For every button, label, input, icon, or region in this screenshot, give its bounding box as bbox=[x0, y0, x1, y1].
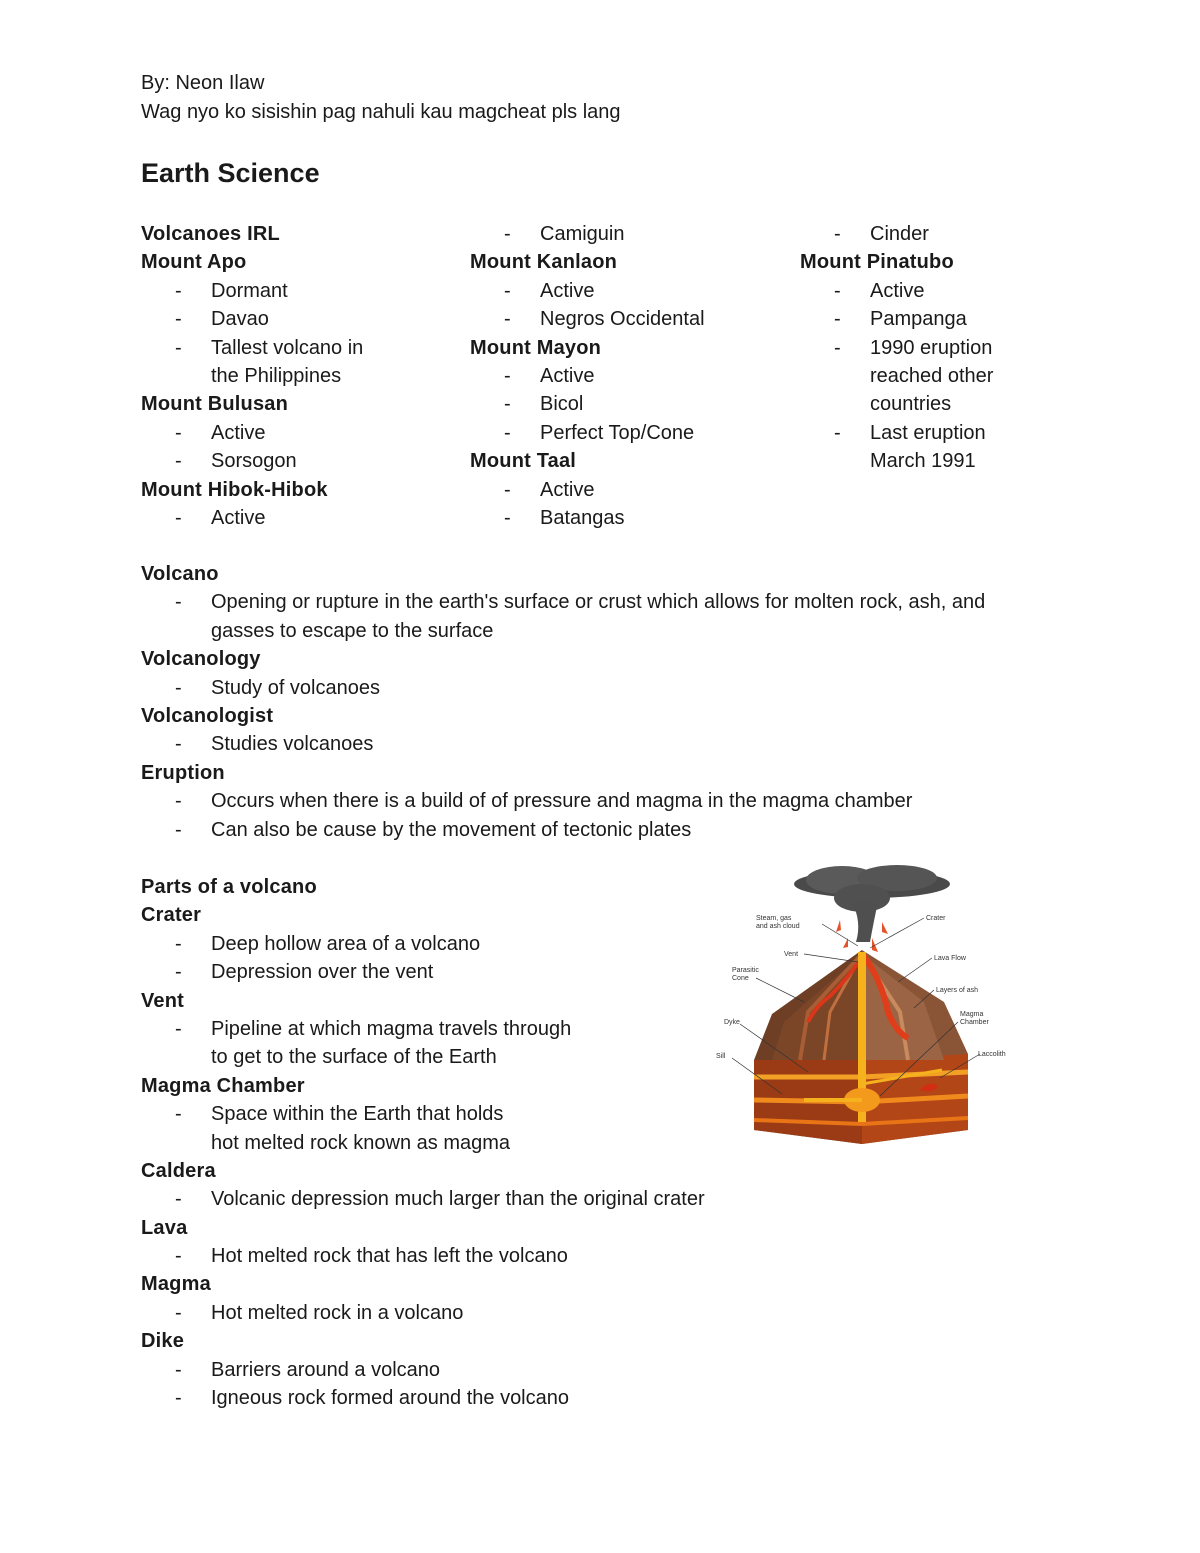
bullet-dash: - bbox=[504, 308, 511, 331]
bullet-text: 1990 eruption bbox=[870, 336, 993, 359]
definitions-section bbox=[141, 560, 1101, 844]
volcano-diagram bbox=[712, 862, 1024, 1152]
bullet-text: Igneous rock formed around the volcano bbox=[211, 1387, 569, 1410]
bullet-dash: - bbox=[834, 223, 841, 245]
bullet-item bbox=[470, 305, 790, 333]
bullet-text: Active bbox=[211, 506, 266, 529]
bullet-text: Sorsogon bbox=[211, 450, 297, 473]
label-layers: Layers of ash bbox=[936, 987, 979, 994]
bullet-item bbox=[141, 1356, 1101, 1384]
bullet-dash: - bbox=[504, 393, 511, 416]
bullet-item bbox=[141, 588, 1101, 616]
bullet-text: Davao bbox=[211, 308, 269, 331]
bullet-dash: - bbox=[175, 591, 182, 614]
bullet-text: Bicol bbox=[540, 393, 584, 416]
bullet-item bbox=[800, 305, 1120, 333]
section-heading: Mount Apo bbox=[141, 251, 247, 274]
bullet-item bbox=[470, 220, 790, 248]
bullet-text: Opening or rupture in the earth's surface or crust which allows for molten rock, ash, and bbox=[211, 591, 986, 614]
section-heading: Mount Kanlaon bbox=[470, 251, 618, 274]
volcano-cross-section bbox=[754, 950, 968, 1144]
section-heading: Vent bbox=[141, 989, 185, 1012]
bullet-dash: - bbox=[504, 478, 511, 501]
bullet-item bbox=[470, 362, 790, 390]
volcano-column-2 bbox=[470, 220, 790, 532]
bullet-item bbox=[141, 816, 1101, 844]
bullet-item bbox=[470, 419, 790, 447]
section-heading: Volcano bbox=[141, 563, 219, 585]
section-heading: Mount Taal bbox=[470, 450, 577, 473]
label-dyke: Dyke bbox=[724, 1019, 740, 1026]
bullet-text: Deep hollow area of a volcano bbox=[211, 932, 481, 955]
bullet-text: Can also be cause by the movement of tectonic plates bbox=[211, 818, 692, 841]
section-heading: Volcanology bbox=[141, 648, 261, 671]
section-heading: Mount Bulusan bbox=[141, 393, 289, 416]
bullet-dash: - bbox=[504, 279, 511, 302]
bullet-text: Occurs when there is a build of of pressure and magma in the magma chamber bbox=[211, 790, 913, 813]
bullet-item bbox=[141, 787, 1101, 815]
bullet-dash: - bbox=[175, 1017, 182, 1040]
bullet-dash: - bbox=[175, 1188, 182, 1211]
bullet-item bbox=[141, 1299, 1101, 1327]
section-heading: Lava bbox=[141, 1216, 188, 1239]
bullet-item bbox=[800, 419, 1120, 447]
bullet-continuation bbox=[141, 362, 461, 390]
bullet-text: Active bbox=[540, 478, 595, 501]
bullet-dash: - bbox=[175, 1387, 182, 1410]
bullet-text: hot melted rock known as magma bbox=[211, 1131, 511, 1154]
bullet-dash: - bbox=[175, 790, 182, 813]
section-heading: Caldera bbox=[141, 1159, 216, 1182]
section-heading: Volcanologist bbox=[141, 704, 274, 727]
bullet-text: Active bbox=[211, 421, 266, 444]
bullet-dash: - bbox=[175, 1358, 182, 1381]
bullet-text: reached other bbox=[870, 364, 994, 387]
bullet-text: countries bbox=[870, 393, 952, 416]
label-laccolith: Laccolith bbox=[978, 1051, 1006, 1058]
bullet-text: Studies volcanoes bbox=[211, 733, 374, 756]
author-line: By: Neon Ilaw bbox=[141, 72, 265, 94]
section-heading: Dike bbox=[141, 1330, 185, 1353]
bullet-text: Barriers around a volcano bbox=[211, 1358, 441, 1381]
bullet-dash: - bbox=[175, 818, 182, 841]
bullet-continuation bbox=[800, 390, 1120, 418]
bullet-dash: - bbox=[504, 223, 511, 245]
ash-cloud bbox=[794, 865, 950, 942]
bullet-text: Tallest volcano in bbox=[211, 336, 364, 359]
bullet-text: Perfect Top/Cone bbox=[540, 421, 695, 444]
label-parasitic: Parasitic bbox=[732, 967, 759, 974]
bullet-dash: - bbox=[504, 364, 511, 387]
bullet-item bbox=[141, 1185, 1101, 1213]
section-heading: Eruption bbox=[141, 761, 225, 784]
label-vent: Vent bbox=[784, 951, 799, 958]
bullet-item bbox=[800, 277, 1120, 305]
bullet-text: Active bbox=[540, 279, 595, 302]
bullet-dash: - bbox=[175, 336, 182, 359]
bullet-text: Pipeline at which magma travels through bbox=[211, 1017, 572, 1040]
bullet-continuation bbox=[800, 447, 1120, 475]
bullet-dash: - bbox=[175, 308, 182, 331]
bullet-text: Depression over the vent bbox=[211, 961, 434, 984]
bullet-text: Cinder bbox=[870, 223, 929, 245]
bullet-dash: - bbox=[834, 279, 841, 302]
bullet-text: gasses to escape to the surface bbox=[211, 619, 494, 642]
bullet-dash: - bbox=[175, 733, 182, 756]
bullet-item bbox=[141, 419, 461, 447]
bullet-text: Last eruption bbox=[870, 421, 986, 444]
bullet-item bbox=[141, 674, 1101, 702]
bullet-item bbox=[141, 277, 461, 305]
page-title: Earth Science bbox=[141, 158, 320, 188]
section-heading: Volcanoes IRL bbox=[141, 223, 280, 245]
bullet-item bbox=[141, 305, 461, 333]
bullet-item bbox=[141, 730, 1101, 758]
bullet-item bbox=[470, 390, 790, 418]
bullet-item bbox=[800, 334, 1120, 362]
bullet-text: Negros Occidental bbox=[540, 308, 705, 331]
bullet-dash: - bbox=[504, 506, 511, 529]
bullet-item bbox=[800, 220, 1120, 248]
volcano-column-1 bbox=[141, 220, 461, 532]
bullet-dash: - bbox=[175, 450, 182, 473]
label-lava-flow: Lava Flow bbox=[934, 955, 966, 962]
section-heading: Parts of a volcano bbox=[141, 876, 317, 898]
label-magma: Magma bbox=[960, 1011, 984, 1018]
section-heading: Mount Hibok-Hibok bbox=[141, 478, 328, 501]
bullet-dash: - bbox=[504, 421, 511, 444]
bullet-text: Dormant bbox=[211, 279, 288, 302]
bullet-dash: - bbox=[175, 421, 182, 444]
bullet-dash: - bbox=[175, 1245, 182, 1268]
bullet-dash: - bbox=[175, 676, 182, 699]
section-heading: Magma bbox=[141, 1273, 211, 1296]
bullet-item bbox=[470, 277, 790, 305]
bullet-item bbox=[470, 476, 790, 504]
bullet-text: Hot melted rock that has left the volcano bbox=[211, 1245, 568, 1268]
bullet-item bbox=[141, 334, 461, 362]
bullet-text: the Philippines bbox=[211, 364, 342, 387]
bullet-continuation bbox=[800, 362, 1120, 390]
bullet-text: Pampanga bbox=[870, 308, 967, 331]
label-crater: Crater bbox=[926, 915, 946, 922]
bullet-text: Hot melted rock in a volcano bbox=[211, 1301, 464, 1324]
section-heading: Magma Chamber bbox=[141, 1074, 305, 1097]
label-steam-2: and ash cloud bbox=[756, 923, 800, 930]
bullet-text: Space within the Earth that holds bbox=[211, 1103, 504, 1126]
bullet-item bbox=[141, 504, 461, 532]
bullet-item bbox=[141, 1384, 1101, 1412]
bullet-continuation bbox=[141, 617, 1101, 645]
section-heading: Crater bbox=[141, 904, 202, 927]
bullet-dash: - bbox=[175, 1301, 182, 1324]
bullet-dash: - bbox=[834, 308, 841, 331]
bullet-dash: - bbox=[175, 506, 182, 529]
bullet-text: Active bbox=[540, 364, 595, 387]
bullet-dash: - bbox=[834, 421, 841, 444]
bullet-text: Active bbox=[870, 279, 925, 302]
label-steam: Steam, gas bbox=[756, 915, 792, 922]
bullet-text: to get to the surface of the Earth bbox=[211, 1046, 497, 1069]
section-heading: Mount Pinatubo bbox=[800, 251, 954, 274]
bullet-item bbox=[141, 1242, 1101, 1270]
bullet-item bbox=[141, 447, 461, 475]
bullet-text: March 1991 bbox=[870, 450, 976, 473]
bullet-dash: - bbox=[834, 336, 841, 359]
bullet-dash: - bbox=[175, 1103, 182, 1126]
bullet-text: Batangas bbox=[540, 506, 625, 529]
volcano-column-3 bbox=[800, 220, 1120, 476]
bullet-dash: - bbox=[175, 961, 182, 984]
note-line: Wag nyo ko sisishin pag nahuli kau magcheat pls lang bbox=[141, 101, 621, 123]
label-chamber: Chamber bbox=[960, 1019, 989, 1026]
bullet-dash: - bbox=[175, 279, 182, 302]
bullet-item bbox=[470, 504, 790, 532]
bullet-text: Camiguin bbox=[540, 223, 625, 245]
label-cone: Cone bbox=[732, 975, 749, 982]
label-sill: Sill bbox=[716, 1053, 726, 1060]
section-heading: Mount Mayon bbox=[470, 336, 602, 359]
bullet-text: Volcanic depression much larger than the original crater bbox=[211, 1188, 705, 1211]
bullet-text: Study of volcanoes bbox=[211, 676, 380, 699]
bullet-dash: - bbox=[175, 932, 182, 955]
